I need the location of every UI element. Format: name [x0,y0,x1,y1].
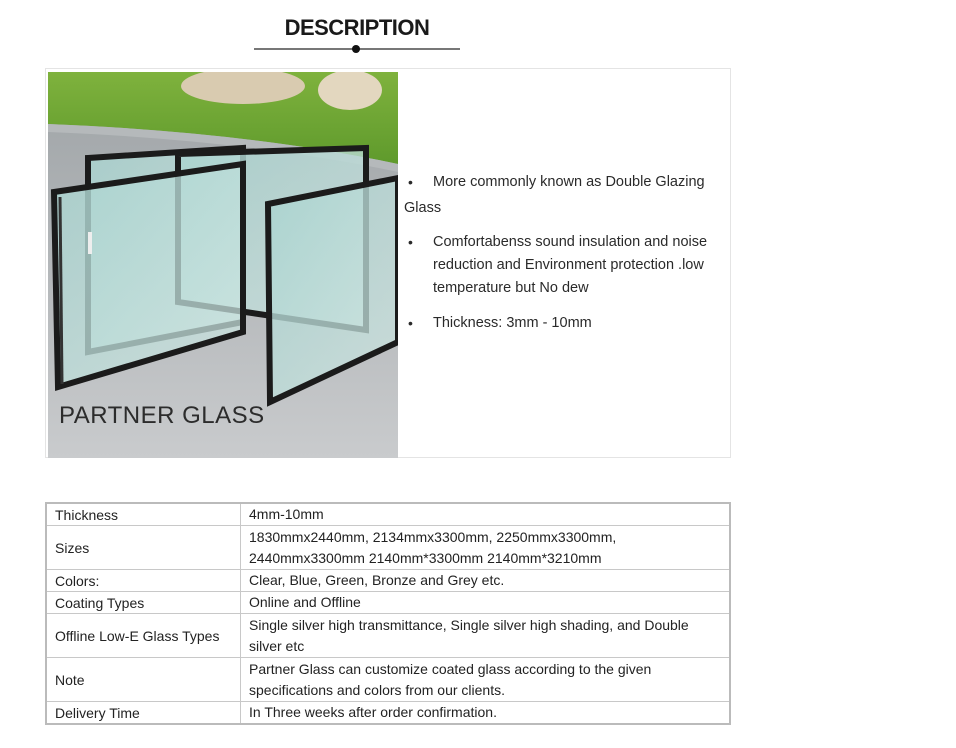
bullet-icon: • [408,315,413,331]
feature-text: More commonly known as Double Glazing Glass [404,174,705,216]
heading-divider [254,48,460,50]
description-card [45,68,731,458]
table-row [46,614,730,658]
feature-text: Comfortabenss sound insulation and noise reduction and Environment protection .low temperature but No dew [433,234,708,296]
spec-value: Single silver high transmittance, Single silver high shading, and Double silver etc [241,614,731,658]
spec-value: Clear, Blue, Green, Bronze and Grey etc. [241,570,731,592]
table-row [46,526,730,570]
spec-key: Note [46,658,241,702]
product-photo [48,72,398,458]
spec-value: Partner Glass can customize coated glass according to the given specifications and colors from our clients. [241,658,731,702]
bullet-icon: • [408,234,413,250]
spec-key: Thickness [46,503,241,526]
spec-key: Delivery Time [46,702,241,725]
feature-item [404,310,724,336]
spec-value: 1830mmx2440mm, 2134mmx3300mm, 2250mmx3300mm, 2440mmx3300mm 2140mm*3300mm 2140mm*3210mm [241,526,731,570]
spec-value: 4mm-10mm [241,503,731,526]
spec-value: Online and Offline [241,592,731,614]
table-row [46,503,730,526]
divider-dot-icon [352,45,360,53]
spec-key: Colors: [46,570,241,592]
feature-list [404,169,724,346]
spec-key: Sizes [46,526,241,570]
section-heading [254,14,460,50]
feature-item [404,231,724,300]
bullet-icon: • [408,174,413,190]
brand-logo-text: PARTNER GLASS [59,402,265,429]
table-row [46,702,730,725]
feature-item [404,169,724,221]
insulated-glass-illustration [48,72,398,458]
table-row [46,658,730,702]
spec-value: In Three weeks after order confirmation. [241,702,731,725]
spec-key: Offline Low-E Glass Types [46,614,241,658]
specifications-table [45,502,731,725]
table-row [46,592,730,614]
table-row [46,570,730,592]
heading-title: DESCRIPTION [284,15,430,40]
feature-text: Thickness: 3mm - 10mm [433,315,592,331]
spec-key: Coating Types [46,592,241,614]
